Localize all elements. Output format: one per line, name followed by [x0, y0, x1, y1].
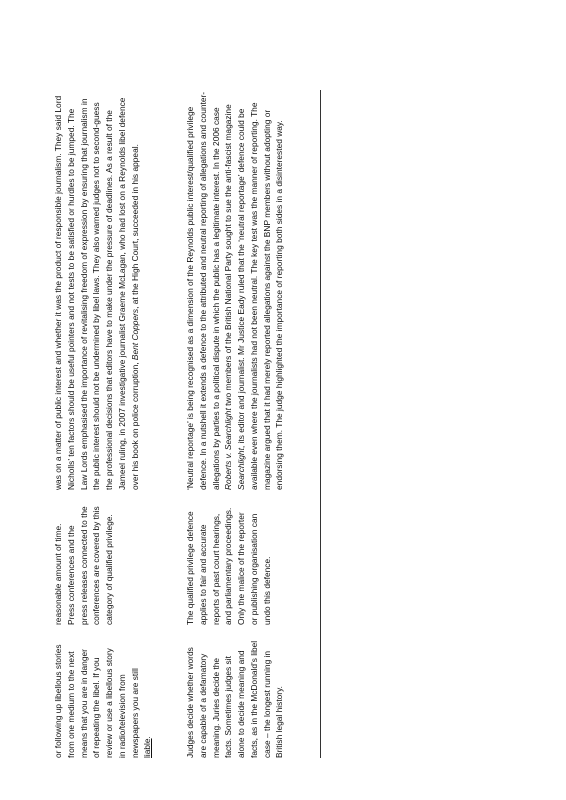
- paragraph: The qualified privilege defence applies to fair and accurate reports of past court hearings, and parliamentary proceedings. Only the malice of the reporter or publishing organisation can undo this defence.: [185, 507, 272, 625]
- paragraph: Judges decide whether words are capable of a defamatory meaning. Juries decide the facts. Sometimes judges sit alone to decide meaning and facts, as in the McDonald’s libel case – the longest running in British legal history.: [185, 640, 285, 758]
- column-1: [52, 644, 154, 758]
- paragraph: [52, 94, 141, 490]
- column-5: [52, 94, 141, 490]
- case-name: Roberts v. Searchlight: [223, 408, 234, 490]
- column-2: [184, 640, 286, 758]
- underlined-word: liable: [142, 738, 153, 758]
- magazine-name: Searchlight: [236, 448, 246, 490]
- column-4: [184, 505, 273, 625]
- text-run: .: [142, 736, 153, 739]
- paragraph: [184, 90, 286, 490]
- text-run: , its editor and journalist. Mr Justice Eady ruled that the ‘neutral reportage’ defence could be available even where the journalists had not been neutral. The key test was the manner of reporting. The magazine argued that it had merely reported allegations against the BNP members without adopting or endorsing them. The judge highlighted the importance of reporting both sides in a disinterested way.: [236, 102, 285, 490]
- paragraph: [52, 644, 154, 758]
- column-6: [184, 90, 286, 490]
- paragraph: reasonable amount of time. Press conferences and the press releases connected to the conferences are covered by this category of qualified privilege.: [53, 506, 114, 625]
- text-run: two members of the British National Party sought to sue the anti-fascist magazine: [223, 104, 234, 409]
- rotated-text-block: [47, 90, 322, 758]
- book-title: Bent Coppers: [129, 308, 140, 361]
- column-3: [52, 505, 116, 625]
- text-run: ‘Neutral reportage’ is being recognised as a dimension of the Reynolds public interest/qualified privilege defence. In a nutshell it extends a defence to the attributed and neutral reporting of allegations and counter-allegations by parties to a political dispute in which the public has a legitimate interest. In the 2006 case: [185, 91, 221, 490]
- text-run: or following up libellous stories from one medium to the next means that you are in danger of repeating the libel. If you review or use a libellous story in radio/television from newspapers you are still: [53, 644, 140, 758]
- text-run: , at the High Court, succeeded in his appeal.: [129, 144, 140, 309]
- text-run: was on a matter of public interest and whether it was the product of responsible journalism. They said Lord Nicholls’ ten factors should be useful pointers and not tests to be satisfied or hurdles to be jumped. The Law Lords emphasised the importance of revitalising freedom of expression by ensuring that journalism in the public interest should not be undermined by libel laws. They also warned judges not to second-guess the professional decisions that editors have to make under the pressure of deadlines. As a result of the Jameel ruling, in 2007 investigative journalist Graeme McLagan, who had lost on a Reynolds libel defence over his book on police corruption,: [53, 95, 140, 490]
- divider-rule: [320, 90, 321, 758]
